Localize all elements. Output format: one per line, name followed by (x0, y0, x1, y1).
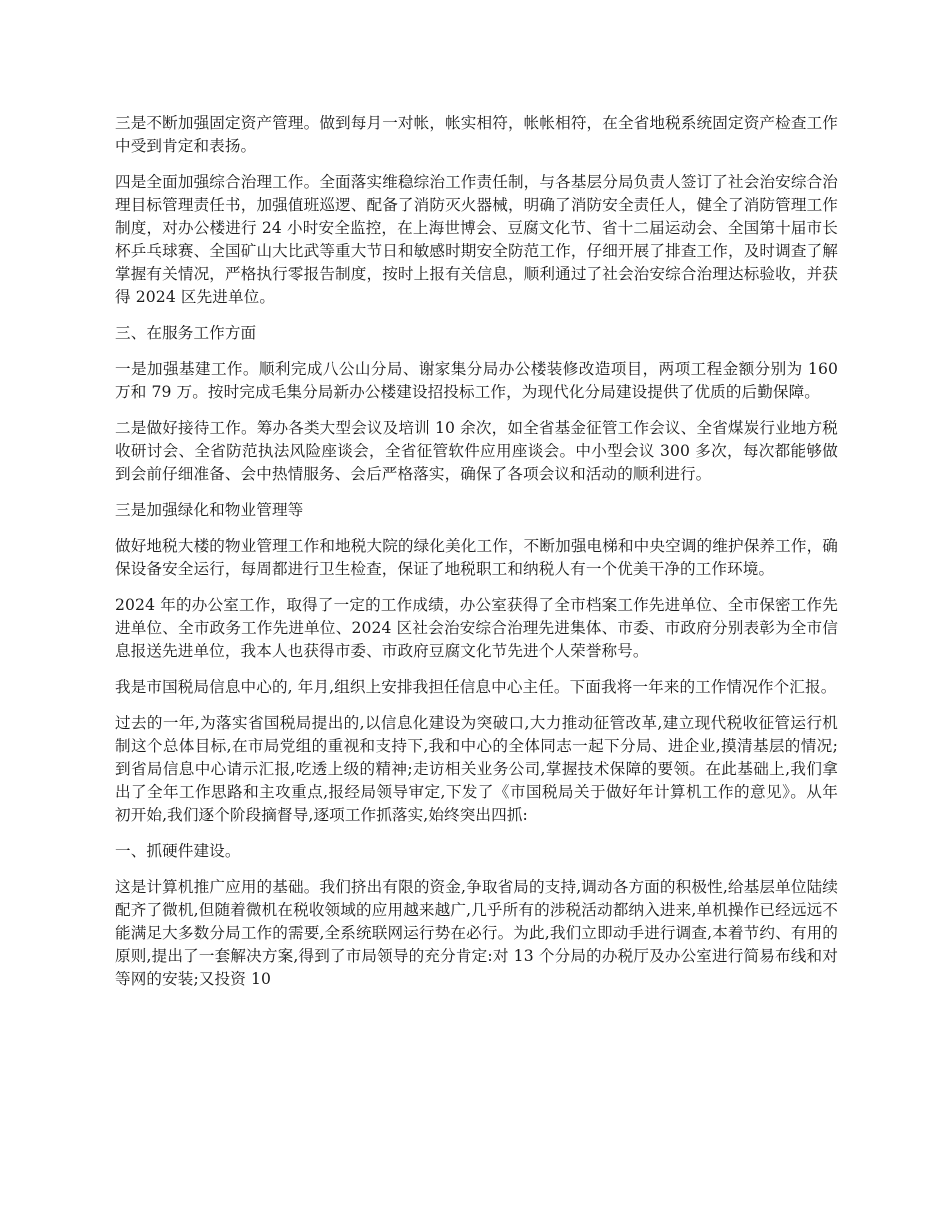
section-heading-hardware: 一、抓硬件建设。 (115, 842, 241, 860)
paragraph-property-management: 做好地税大楼的物业管理工作和地税大院的绿化美化工作，不断加强电梯和中央空调的维护保养工作，确保设备安全运行，每周都进行卫生检查，保证了地税职工和纳税人有一个优美干净的工作环境。 (115, 537, 838, 578)
section-heading-service-work: 三、在服务工作方面 (115, 324, 257, 342)
paragraph-infrastructure: 一是加强基建工作。顺利完成八公山分局、谢家集分局办公楼装修改造项目，两项工程金额分别为 160 万和 79 万。按时完成毛集分局新办公楼建设招投标工作，为现代化分局建设提供了优质的后勤保障。 (115, 360, 838, 401)
paragraph-reception: 二是做好接待工作。筹办各类大型会议及培训 10 余次，如全省基金征管工作会议、全省煤炭行业地方税收研讨会、全省防范执法风险座谈会，全省征管软件应用座谈会。中小型会议 300 多次，每次都能够做到会前仔细准备、会中热情服务、会后严格落实，确保了各项会议和活动的顺利进行。 (115, 419, 838, 483)
paragraph-past-year: 过去的一年,为落实省国税局提出的,以信息化建设为突破口,大力推动征管改革,建立现代税收征管运行机制这个总体目标,在市局党组的重视和支持下,我和中心的全体同志一起下分局、进企业,摸清基层的情况;到省局信息中心请示汇报,吃透上级的精神;走访相关业务公司,掌握技术保障的要领。在此基础上,我们拿出了全年工作思路和主攻重点,报经局领导审定,下发了《市国税局关于做好年计算机工作的意见》。从年初开始,我们逐个阶段摘督导,逐项工作抓落实,始终突出四抓: (115, 714, 838, 824)
paragraph-comprehensive-governance: 四是全面加强综合治理工作。全面落实维稳综治工作责任制，与各基层分局负责人签订了社会治安综合治理目标管理责任书，加强值班巡逻、配备了消防灭火器械，明确了消防安全责任人，健全了消防管理工作制度，对办公楼进行 24 小时安全监控，在上海世博会、豆腐文化节、省十二届运动会、全国第十届市长杯乒乓球赛、全国矿山大比武等重大节日和敏感时期安全防范工作，仔细开展了排查工作，及时调查了解掌握有关情况，严格执行零报告制度，按时上报有关信息，顺利通过了社会治安综合治理达标验收，并获得 2024 区先进单位。 (115, 173, 838, 306)
document-body (115, 112, 838, 1004)
paragraph-fixed-assets: 三是不断加强固定资产管理。做到每月一对帐，帐实相符，帐帐相符，在全省地税系统固定资产检查工作中受到肯定和表扬。 (115, 114, 838, 155)
paragraph-hardware-details: 这是计算机推广应用的基础。我们挤出有限的资金,争取省局的支持,调动各方面的积极性,给基层单位陆续配齐了微机,但随着微机在税收领域的应用越来越广,几乎所有的涉税活动都纳入进来,单机操作已经远远不能满足大多数分局工作的需要,全系统联网运行势在必行。为此,我们立即动手进行调查,本着节约、有用的原则,提出了一套解决方案,得到了市局领导的充分肯定:对 13 个分局的办税厅及办公室进行简易布线和对等网的安装;又投资 10 (115, 878, 838, 988)
paragraph-info-center-intro: 我是市国税局信息中心的, 年月,组织上安排我担任信息中心主任。下面我将一年来的工作情况作个汇报。 (115, 678, 837, 696)
paragraph-greening-heading: 三是加强绿化和物业管理等 (115, 501, 304, 519)
paragraph-achievements: 2024 年的办公室工作，取得了一定的工作成绩，办公室获得了全市档案工作先进单位、全市保密工作先进单位、全市政务工作先进单位、2024 区社会治安综合治理先进集体、市委、市政府分别表彰为全市信息报送先进单位，我本人也获得市委、市政府豆腐文化节先进个人荣誉称号。 (115, 596, 838, 660)
